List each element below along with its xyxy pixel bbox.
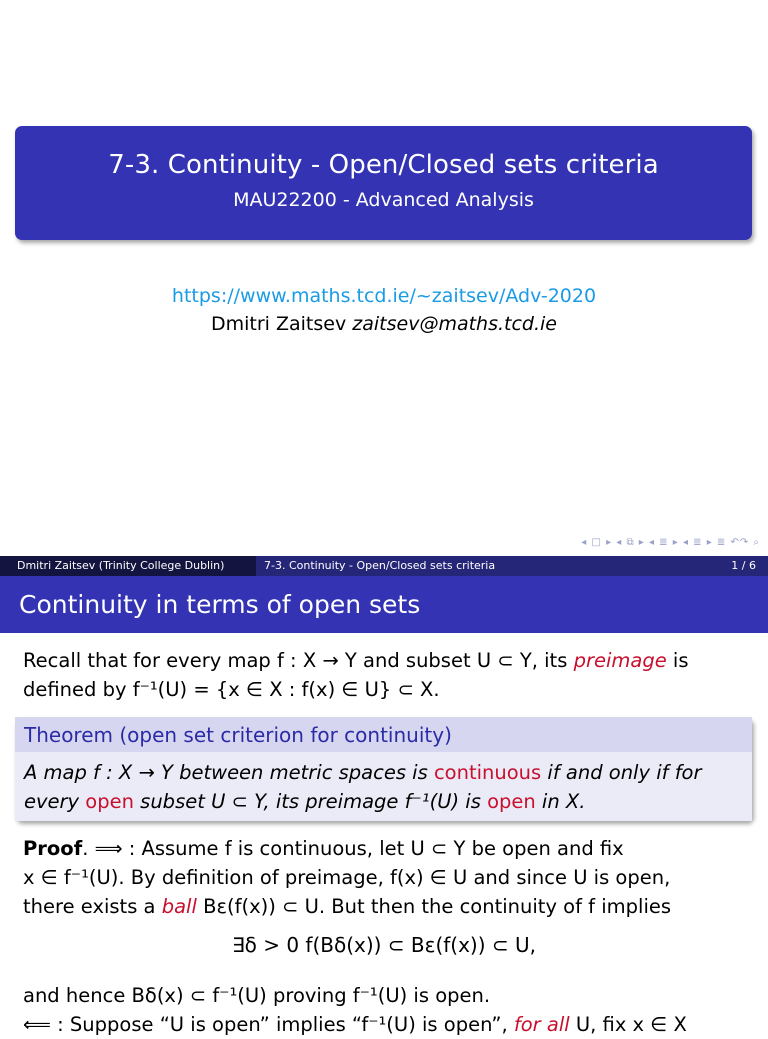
proof-paragraph bbox=[23, 834, 753, 921]
theorem-line-1: A map f : X → Y between metric spaces is continuous if and only if for bbox=[24, 761, 702, 784]
proof-line-1: Proof. ⟹ : Assume f is continuous, let U ⊂ Y be open and fix bbox=[23, 837, 624, 860]
theorem-body bbox=[15, 752, 752, 821]
for-all-term: for all bbox=[513, 1013, 570, 1036]
frame-title: Continuity in terms of open sets bbox=[0, 576, 768, 633]
headline-title: 7-3. Continuity - Open/Closed sets criteria bbox=[256, 556, 512, 576]
proof-line-5: ⟸ : Suppose “U is open” implies “f⁻¹(U) is open”, for all U, fix x ∈ X bbox=[23, 1013, 687, 1036]
title-block bbox=[15, 126, 752, 240]
preimage-term: preimage bbox=[573, 649, 667, 672]
beamer-navigation-icons[interactable]: ◂ □ ▸ ◂ ⧉ ▸ ◂ ≣ ▸ ◂ ≣ ▸ ≣ ↶↷ ⌕ bbox=[581, 537, 760, 548]
proof-label: Proof bbox=[23, 837, 83, 860]
author-line bbox=[0, 313, 768, 335]
proof-line-3: there exists a ball Bε(f(x)) ⊂ U. But then the continuity of f implies bbox=[23, 895, 672, 918]
slide-headline bbox=[0, 556, 768, 576]
content-slide bbox=[0, 556, 768, 1036]
recall-line-2: defined by f⁻¹(U) = {x ∈ X : f(x) ∈ U} ⊂ X. bbox=[23, 678, 440, 701]
author-email: zaitsev@maths.tcd.ie bbox=[352, 313, 557, 335]
headline-page-number: 1 / 6 bbox=[512, 556, 768, 576]
theorem-block bbox=[15, 717, 752, 821]
continuous-term: continuous bbox=[433, 761, 542, 784]
author-name: Dmitri Zaitsev bbox=[211, 313, 347, 335]
display-equation: ∃δ > 0 f(Bδ(x)) ⊂ Bε(f(x)) ⊂ U, bbox=[231, 933, 537, 957]
open-term-1: open bbox=[85, 790, 134, 813]
course-url-link[interactable]: https://www.maths.tcd.ie/~zaitsev/Adv-2020 bbox=[171, 285, 597, 307]
recall-line-1: Recall that for every map f : X → Y and subset U ⊂ Y, its preimage is bbox=[23, 649, 689, 672]
slide-title: 7-3. Continuity - Open/Closed sets criteria bbox=[108, 150, 659, 180]
proof-line-4: and hence Bδ(x) ⊂ f⁻¹(U) proving f⁻¹(U) is open. bbox=[23, 984, 491, 1007]
proof-continuation bbox=[23, 981, 753, 1039]
theorem-title: Theorem (open set criterion for continuity) bbox=[15, 717, 752, 752]
ball-term: ball bbox=[161, 895, 197, 918]
slide-subtitle: MAU22200 - Advanced Analysis bbox=[233, 189, 534, 211]
recall-paragraph bbox=[23, 646, 753, 704]
theorem-line-2: every open subset U ⊂ Y, its preimage f⁻¹(U) is open in X. bbox=[24, 790, 586, 813]
headline-author: Dmitri Zaitsev (Trinity College Dublin) bbox=[0, 556, 256, 576]
proof-line-2: x ∈ f⁻¹(U). By definition of preimage, f(x) ∈ U and since U is open, bbox=[23, 866, 671, 889]
open-term-2: open bbox=[487, 790, 536, 813]
